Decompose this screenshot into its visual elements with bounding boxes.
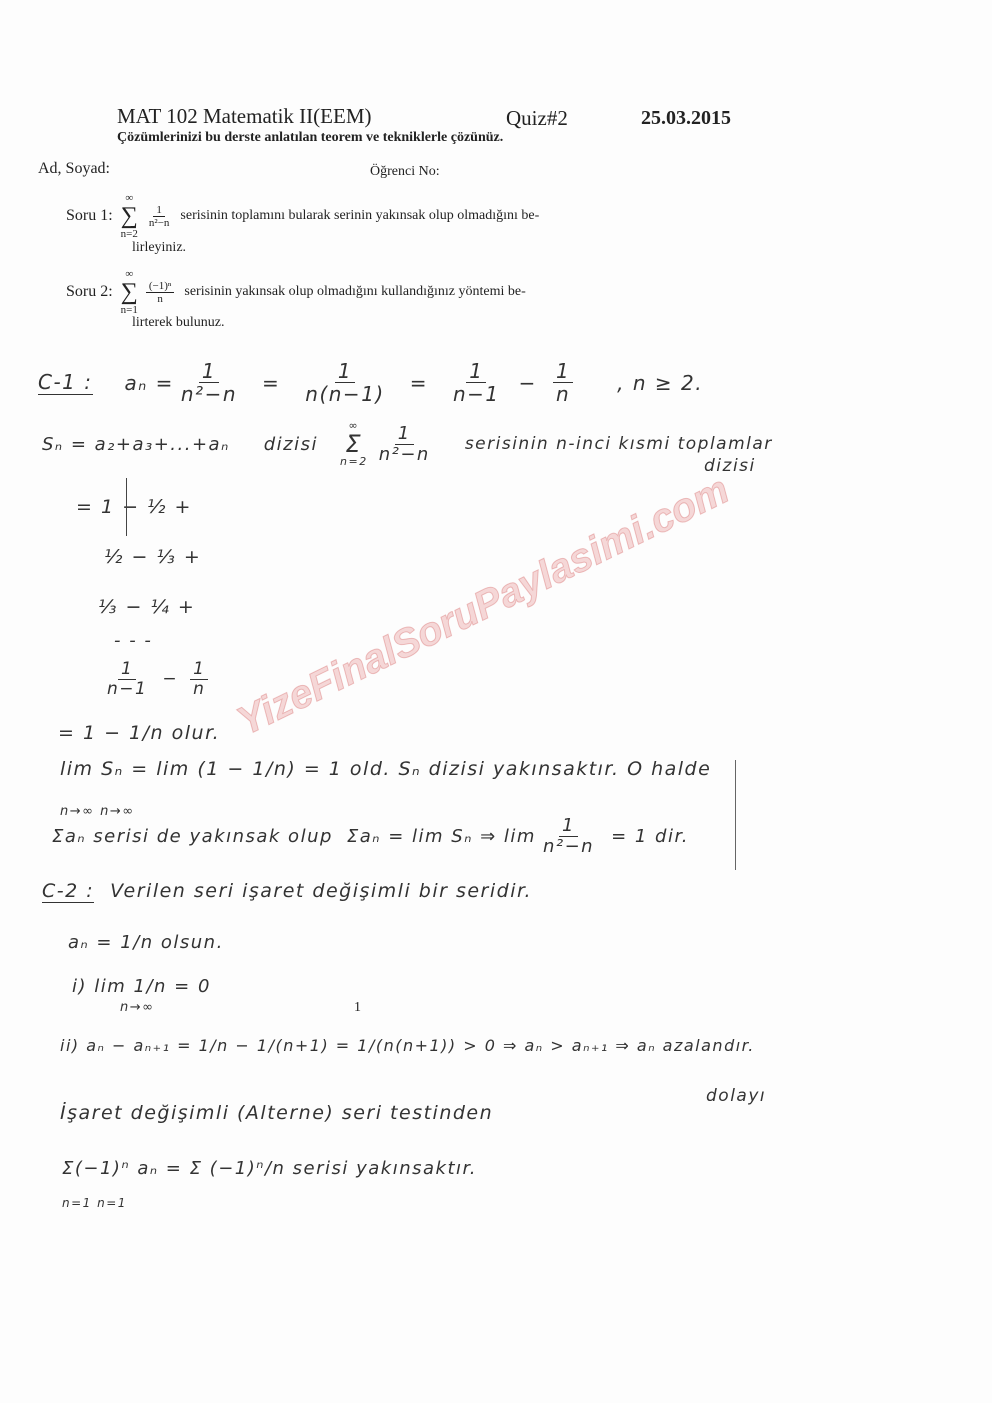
question-1-label: Soru 1:: [66, 207, 113, 225]
c2-label: C-2 :: [42, 880, 95, 902]
instruction-text: Çözümlerinizi bu derste anlatılan teorem ve tekniklerle çözünüz.: [117, 130, 504, 145]
c1-condition: , n ≥ 2.: [617, 370, 704, 395]
c2-condition-i-sub: n→∞: [120, 1000, 155, 1015]
c2-conclusion-1: İşaret değişimli (Alterne) seri testinden: [60, 1102, 494, 1124]
telescope-line-4: - - -: [114, 630, 153, 651]
solution-c2-line: [42, 880, 532, 903]
question-2-text-cont: lirterek bulunuz.: [132, 315, 225, 330]
question-2-term: $\frac{\text{(−1)ⁿ}}{n}$: [146, 280, 175, 305]
quiz-date: 25.03.2015: [641, 107, 731, 129]
c2-condition-i: i) lim 1/n = 0: [72, 976, 211, 997]
series-sum-line: [52, 816, 689, 857]
c2-conclusion-2: Σ(−1)ⁿ aₙ = Σ (−1)ⁿ/n serisi yakınsaktır.: [62, 1158, 477, 1179]
limit-line: lim Sₙ = lim (1 − 1/n) = 1 old. Sₙ dizisi yakınsaktır. O halde: [60, 758, 712, 780]
course-title: MAT 102 Matematik II(EEM): [117, 104, 372, 128]
sn-definition: Sₙ = a₂+a₃+...+aₙ: [42, 433, 230, 455]
telescope-result: = 1 − 1/n olur.: [58, 722, 221, 744]
question-2-text: serisinin yakınsak olup olmadığını kullandığınız yöntemi be-: [184, 284, 526, 300]
c2-conclusion-2-sub: n=1 n=1: [62, 1196, 127, 1210]
telescope-line-1: = 1 − ½ +: [76, 496, 192, 518]
question-1-text: serisinin toplamını bularak serinin yakınsak olup olmadığını be-: [180, 208, 540, 224]
c2-conclusion-1b: dolayı: [706, 1086, 767, 1106]
quiz-label: Quiz#2: [506, 106, 568, 130]
question-1-text-cont: lirleyiniz.: [132, 240, 187, 255]
question-1: [66, 192, 539, 240]
question-2: [66, 268, 526, 316]
solution-c1-line: C-1 : aₙ = $\frac{1}{\text{n²−n}}$ = $\frac{1}{n(n-1)}$ = $\frac{1}{n-1}$ − $\frac{1}{n}$ , n ≥ 2.: [38, 359, 704, 406]
sum-symbol: ∞ ∑ n=1: [120, 268, 138, 317]
page-number: 1: [354, 1000, 361, 1015]
sum-line-end: = 1 dir.: [611, 825, 689, 847]
sn-text: serisinin n-inci kısmi toplamlar: [464, 434, 773, 455]
telescope-line-5: $\frac{1}{n-1}$ − $\frac{1}{n}$: [100, 660, 212, 698]
sum-line-prefix: Σaₙ serisi de yakınsak olup: [52, 825, 333, 847]
question-1-term: $\frac{1}{\text{n²−n}}$: [148, 203, 170, 229]
student-no-label: Öğrenci No:: [370, 164, 440, 179]
sum-symbol: ∞ Σ n=2: [340, 419, 368, 469]
c1-an: aₙ =: [124, 370, 174, 395]
c1-frac-1: $\frac{1}{\text{n²−n}}$: [180, 359, 238, 406]
sum-line-frac: $\frac{1}{\text{n²−n}}$: [542, 815, 595, 857]
sn-text-cont: dizisi: [704, 456, 756, 476]
telescope-line-2: ½ − ⅓ +: [104, 546, 202, 568]
margin-line: [735, 760, 736, 870]
sum-line-limit: Σaₙ = lim Sₙ ⇒ lim: [346, 825, 536, 847]
sn-term: $\frac{1}{\text{n²−n}}$: [378, 422, 430, 465]
limit-subscripts: n→∞ n→∞: [60, 804, 135, 819]
c2-condition-ii: ii) aₙ − aₙ₊₁ = 1/n − 1/(n+1) = 1/(n(n+1)) > 0 ⇒ aₙ > aₙ₊₁ ⇒ aₙ azalandır.: [60, 1036, 755, 1055]
telescope-line-3: ⅓ − ¼ +: [98, 596, 196, 618]
name-label: Ad, Soyad:: [38, 160, 110, 177]
c2-an-definition: aₙ = 1/n olsun.: [68, 932, 224, 953]
c1-frac-4: $\frac{1}{n}$: [553, 360, 573, 405]
partial-sum-line: [42, 420, 773, 468]
question-2-label: Soru 2:: [66, 283, 113, 301]
telescope-bracket: [126, 478, 127, 536]
c1-frac-2: $\frac{1}{n(n-1)}$: [305, 359, 385, 406]
c1-frac-3: $\frac{1}{n-1}$: [453, 359, 500, 406]
sum-symbol: ∞ ∑ n=2: [120, 192, 138, 241]
watermark: YizeFinalSoruPaylasimi.com: [230, 467, 736, 745]
sn-dizisi: dizisi: [263, 433, 319, 455]
c2-text: Verilen seri işaret değişimli bir seridir.: [110, 880, 533, 902]
c1-label: C-1 :: [38, 370, 93, 394]
